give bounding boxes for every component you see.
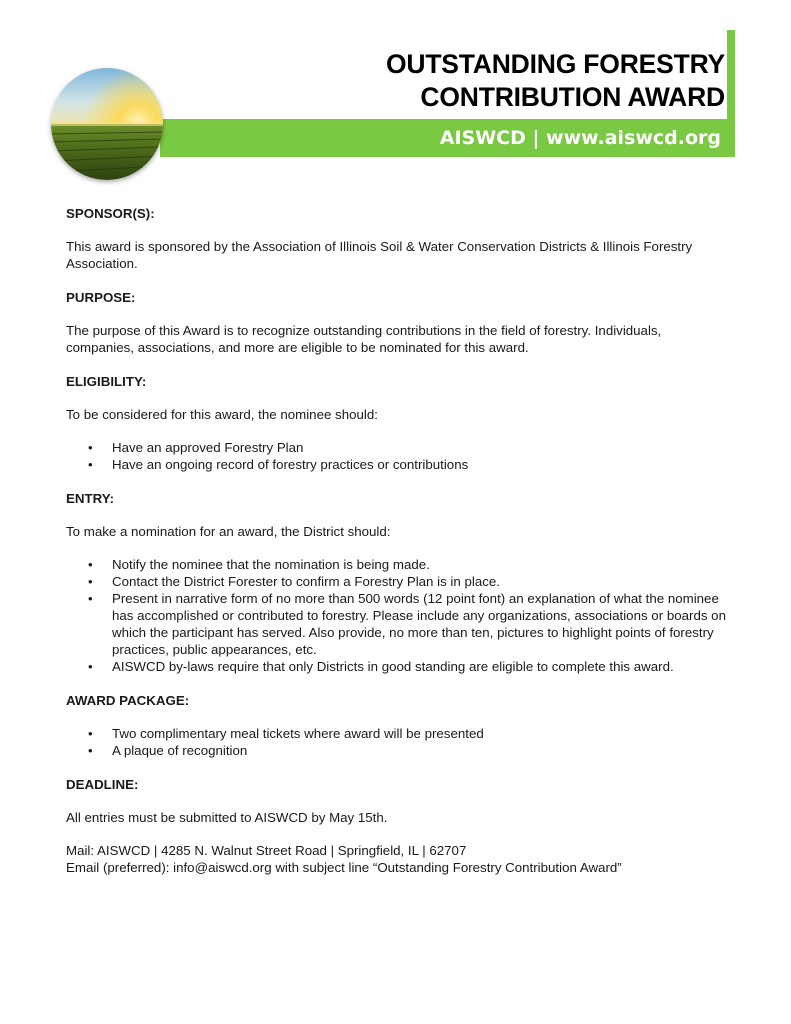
section-heading-eligibility: ELIGIBILITY: <box>66 374 147 389</box>
page-title-line-1: OUTSTANDING FORESTRY <box>385 49 725 79</box>
list-item: • AISWCD by-laws require that only Districts in good standing are eligible to complete this award. <box>66 658 726 675</box>
section-heading-purpose: PURPOSE: <box>66 290 136 305</box>
eligibility-intro: To be considered for this award, the nominee should: <box>66 407 378 422</box>
list-item: • Present in narrative form of no more than 500 words (12 point font) an explanation of what the nominee has accomplished or contributed to forestry. Please include any organizations, associations or boards on which the participant has served. Also provide, no more than ten, pictures to highlight points of forestry practices, public appearances, etc. <box>66 590 726 658</box>
section-heading-sponsor: SPONSOR(S): <box>66 206 155 221</box>
sponsor-text: This award is sponsored by the Association of Illinois Soil & Water Conservation Districts & Illinois Forestry Association. <box>66 239 693 271</box>
section-heading-entry: ENTRY: <box>66 491 115 506</box>
page-title <box>386 48 725 114</box>
list-item: • Have an ongoing record of forestry practices or contributions <box>66 456 726 473</box>
list-item: • Two complimentary meal tickets where award will be presented <box>66 725 726 742</box>
list-item: • A plaque of recognition <box>66 742 726 759</box>
field-sunrise-logo-icon <box>51 68 163 180</box>
eligibility-list <box>66 439 726 473</box>
email-contact: Email (preferred): info@aiswcd.org with subject line “Outstanding Forestry Contribution Award” <box>66 860 622 875</box>
section-heading-award-package: AWARD PACKAGE: <box>66 693 190 708</box>
list-item: • Notify the nominee that the nomination is being made. <box>66 556 726 573</box>
header-band-text: AISWCD | www.aiswcd.org <box>439 127 721 149</box>
entry-intro: To make a nomination for an award, the District should: <box>66 524 391 539</box>
mail-address: Mail: AISWCD | 4285 N. Walnut Street Road | Springfield, IL | 62707 <box>66 843 467 858</box>
section-heading-deadline: DEADLINE: <box>66 777 139 792</box>
page-title-line-2: CONTRIBUTION AWARD <box>420 82 725 112</box>
list-item: • Have an approved Forestry Plan <box>66 439 726 456</box>
award-package-list <box>66 725 726 759</box>
purpose-text: The purpose of this Award is to recognize outstanding contributions in the field of forestry. Individuals, companies, associations, and more are eligible to be nominated for this award. <box>66 323 662 355</box>
document-body <box>66 205 726 876</box>
entry-list <box>66 556 726 675</box>
list-item: • Contact the District Forester to confirm a Forestry Plan is in place. <box>66 573 726 590</box>
deadline-text: All entries must be submitted to AISWCD by May 15th. <box>66 810 388 825</box>
